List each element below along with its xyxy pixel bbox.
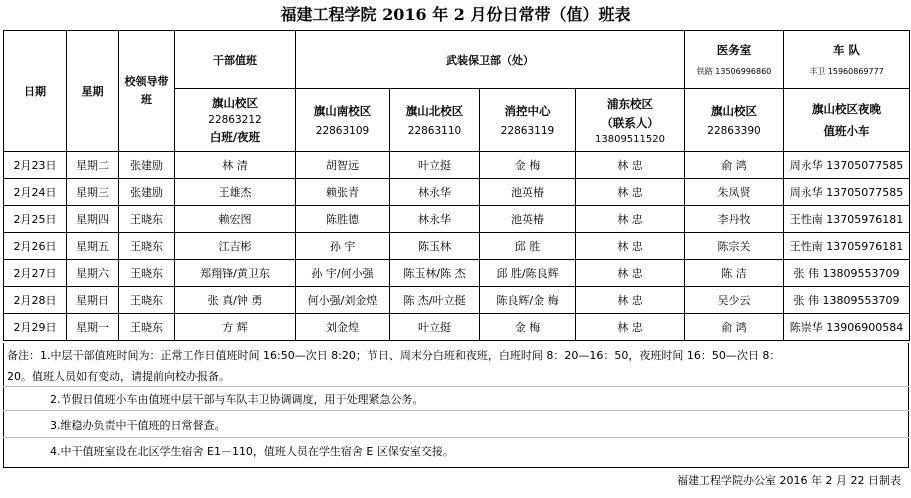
header-row-1 xyxy=(4,31,910,89)
medical-cell: 俞 鸿 xyxy=(685,314,784,341)
north-cell: 陈 杰/叶立挺 xyxy=(390,287,480,314)
sec-pudong-extra: （联系人） xyxy=(601,115,659,130)
south-cell: 孙 宇/何小强 xyxy=(296,260,390,287)
date-cell: 2月26日 xyxy=(4,233,67,260)
medical-cell: 陈 洁 xyxy=(685,260,784,287)
medical-cell: 陈宗关 xyxy=(685,233,784,260)
cadre-cell: 方 辉 xyxy=(175,314,296,341)
header-medical-sub xyxy=(685,89,784,152)
weekday-cell: 星期日 xyxy=(67,287,119,314)
pudong-cell: 林 忠 xyxy=(576,206,685,233)
date-cell: 2月27日 xyxy=(4,260,67,287)
date-cell: 2月28日 xyxy=(4,287,67,314)
cadre-cell: 张 真/钟 勇 xyxy=(175,287,296,314)
header-security: 武装保卫部（处） xyxy=(296,31,685,89)
leader-cell: 王晓东 xyxy=(119,287,175,314)
note-divider xyxy=(3,386,909,387)
sec-fire-name: 消控中心 xyxy=(504,104,551,118)
duty-table xyxy=(3,30,910,341)
leader-cell: 王晓东 xyxy=(119,260,175,287)
south-cell: 孙 宇 xyxy=(296,233,390,260)
notes-right-border xyxy=(908,343,909,468)
cadre-campus: 旗山校区 xyxy=(212,96,258,110)
medical-cell: 李丹牧 xyxy=(685,206,784,233)
medical-cell: 吴少云 xyxy=(685,287,784,314)
page-title: 福建工程学院 2016 年 2 月份日常带（值）班表 xyxy=(280,5,631,24)
notes-left-border xyxy=(3,343,4,468)
cadre-cell: 江吉彬 xyxy=(175,233,296,260)
pudong-cell: 林 忠 xyxy=(576,233,685,260)
table-row xyxy=(4,233,910,260)
cadre-cell: 林 清 xyxy=(175,152,296,179)
south-cell: 刘金煌 xyxy=(296,314,390,341)
leader-cell: 王晓东 xyxy=(119,233,175,260)
north-cell: 叶立挺 xyxy=(390,152,480,179)
header-vehicle: 车 队 xyxy=(832,43,860,57)
north-cell: 林永华 xyxy=(390,179,480,206)
sec-pudong-phone: 13809511520 xyxy=(595,133,665,145)
header-vehicle-sub xyxy=(784,89,910,152)
table-row xyxy=(4,206,910,233)
sec-south-name: 旗山南校区 xyxy=(313,104,372,118)
medical-phone: 22863390 xyxy=(707,125,761,137)
south-cell: 赖张青 xyxy=(296,179,390,206)
header-medical: 医务室 xyxy=(716,43,752,57)
north-cell: 叶立挺 xyxy=(390,314,480,341)
header-sec-pudong xyxy=(576,89,685,152)
vehicle-cell: 王性南 13705976181 xyxy=(784,206,910,233)
header-vehicle-cell xyxy=(784,31,910,89)
north-cell: 陈玉林/陈 杰 xyxy=(390,260,480,287)
header-weekday: 星期 xyxy=(67,31,119,152)
south-cell: 胡智远 xyxy=(296,152,390,179)
date-cell: 2月23日 xyxy=(4,152,67,179)
note-divider xyxy=(3,437,909,438)
fire-cell: 金 梅 xyxy=(480,314,576,341)
header-cadre-sub xyxy=(175,89,296,152)
south-cell: 陈胜德 xyxy=(296,206,390,233)
date-cell: 2月24日 xyxy=(4,179,67,206)
header-date: 日期 xyxy=(4,31,67,152)
header-leader: 校领导带班 xyxy=(119,31,175,152)
table-row xyxy=(4,179,910,206)
fire-cell: 邱 胜 xyxy=(480,233,576,260)
note-1-line-1: 备注：1.中层干部值班时间为：正常工作日值班时间 16:50—次日 8:20；节日、周末分白班和夜班，白班时间 8：20—16：50，夜班时间 16：50—次日 8： xyxy=(7,349,781,362)
notes-bottom-border xyxy=(3,467,909,468)
cadre-phone: 22863212 xyxy=(208,114,262,126)
note-2: 2.节假日值班小车由值班中层干部与车队丰卫协调调度，用于处理紧急公务。 xyxy=(50,393,424,406)
note-3: 3.维稳办负责中干值班的日常督查。 xyxy=(50,419,226,432)
header-cadre: 干部值班 xyxy=(175,31,296,89)
vehicle-cell: 王性南 13705976181 xyxy=(784,233,910,260)
weekday-cell: 星期二 xyxy=(67,152,119,179)
pudong-cell: 林 忠 xyxy=(576,179,685,206)
vehicle-cell: 张 伟 13809553709 xyxy=(784,260,910,287)
sec-fire-phone: 22863119 xyxy=(500,125,555,137)
south-cell: 何小强/刘金煌 xyxy=(296,287,390,314)
weekday-cell: 星期四 xyxy=(67,206,119,233)
cadre-cell: 赖宏图 xyxy=(175,206,296,233)
vehicle-cell: 周永华 13705077585 xyxy=(784,152,910,179)
header-medical-phone: 铁路 13506996860 xyxy=(696,67,772,76)
leader-cell: 王晓东 xyxy=(119,314,175,341)
medical-cell: 朱凤贤 xyxy=(685,179,784,206)
fire-cell: 池英椿 xyxy=(480,179,576,206)
sec-north-phone: 22863110 xyxy=(407,125,462,137)
note-divider xyxy=(3,410,909,411)
vehicle-line-1: 旗山校区夜晚 xyxy=(812,102,881,116)
medical-campus: 旗山校区 xyxy=(711,104,757,118)
header-sec-fire xyxy=(480,89,576,152)
sec-north-name: 旗山北校区 xyxy=(405,104,464,118)
note-1-line-2: 20。值班人员如有变动，请提前向校办报备。 xyxy=(7,370,230,383)
header-sec-north xyxy=(390,89,480,152)
north-cell: 陈玉林 xyxy=(390,233,480,260)
leader-cell: 王晓东 xyxy=(119,206,175,233)
cadre-cell: 王雄杰 xyxy=(175,179,296,206)
table-row xyxy=(4,260,910,287)
vehicle-cell: 周永华 13705077585 xyxy=(784,179,910,206)
fire-cell: 池英椿 xyxy=(480,206,576,233)
date-cell: 2月25日 xyxy=(4,206,67,233)
leader-cell: 张建励 xyxy=(119,152,175,179)
vehicle-cell: 陈崇华 13906900584 xyxy=(784,314,910,341)
pudong-cell: 林 忠 xyxy=(576,314,685,341)
note-4: 4.中干值班室设在北区学生宿舍 E1－110，值班人员在学生宿舍 E 区保安室交接。 xyxy=(50,445,454,458)
vehicle-line-2: 值班小车 xyxy=(823,124,870,138)
fire-cell: 邱 胜/陈良辉 xyxy=(480,260,576,287)
header-vehicle-phone: 丰卫 15960869777 xyxy=(809,67,884,76)
pudong-cell: 林 忠 xyxy=(576,287,685,314)
weekday-cell: 星期六 xyxy=(67,260,119,287)
table-row xyxy=(4,287,910,314)
cadre-shift: 白班/夜班 xyxy=(209,130,261,144)
header-sec-south xyxy=(296,89,390,152)
north-cell: 林永华 xyxy=(390,206,480,233)
fire-cell: 陈良辉/金 梅 xyxy=(480,287,576,314)
header-medical-cell xyxy=(685,31,784,89)
vehicle-cell: 张 伟 13809553709 xyxy=(784,287,910,314)
weekday-cell: 星期一 xyxy=(67,314,119,341)
pudong-cell: 林 忠 xyxy=(576,260,685,287)
medical-cell: 俞 鸿 xyxy=(685,152,784,179)
cadre-cell: 郑翔锋/黄卫东 xyxy=(175,260,296,287)
fire-cell: 金 梅 xyxy=(480,152,576,179)
weekday-cell: 星期三 xyxy=(67,179,119,206)
weekday-cell: 星期五 xyxy=(67,233,119,260)
table-row xyxy=(4,314,910,341)
footer-signature: 福建工程学院办公室 2016 年 2 月 22 日制表 xyxy=(677,474,901,487)
leader-cell: 张建励 xyxy=(119,179,175,206)
date-cell: 2月29日 xyxy=(4,314,67,341)
table-row xyxy=(4,152,910,179)
sec-south-phone: 22863109 xyxy=(315,125,370,137)
pudong-cell: 林 忠 xyxy=(576,152,685,179)
sec-pudong-name: 浦东校区 xyxy=(607,96,653,111)
